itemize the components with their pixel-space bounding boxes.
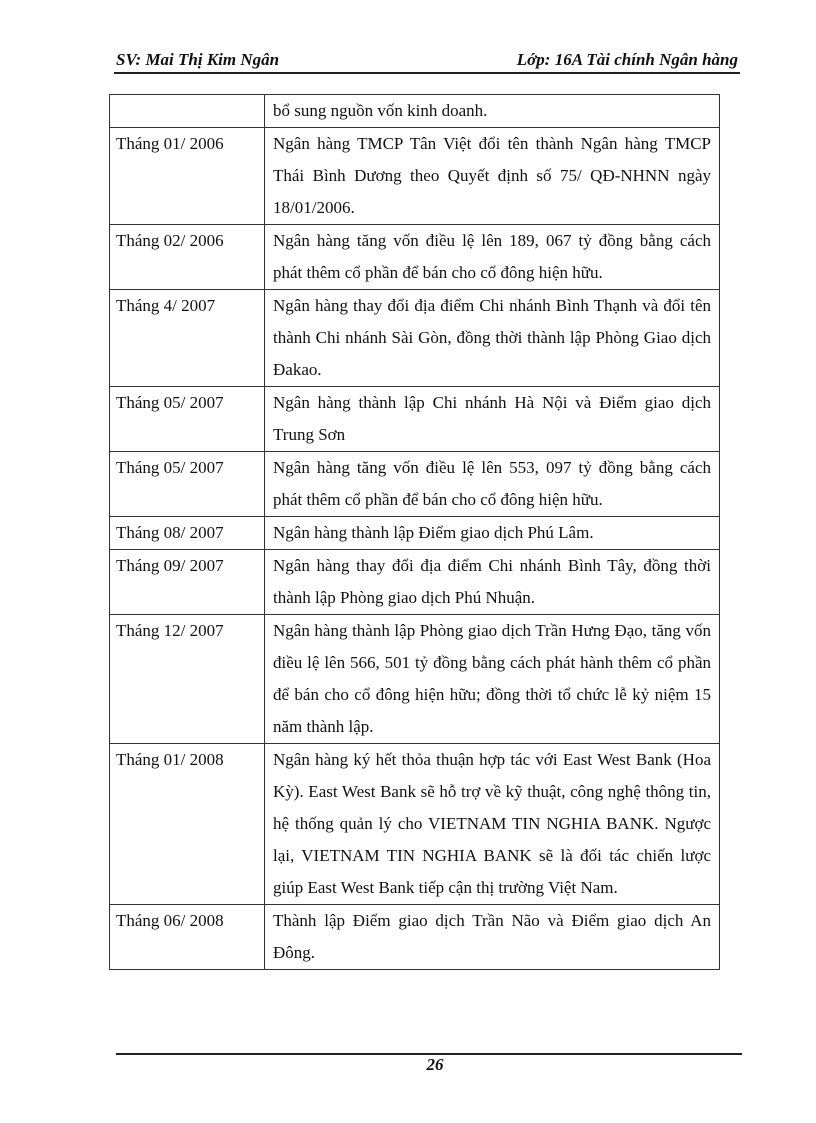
table-row <box>110 517 720 550</box>
date-cell: Tháng 4/ 2007 <box>110 290 265 387</box>
date-cell: Tháng 05/ 2007 <box>110 387 265 452</box>
table-row <box>110 387 720 452</box>
table-row <box>110 128 720 225</box>
date-cell: Tháng 01/ 2006 <box>110 128 265 225</box>
table-row <box>110 615 720 744</box>
description-cell: Ngân hàng tăng vốn điều lệ lên 553, 097 tỷ đồng bằng cách phát thêm cổ phần để bán cho cổ đông hiện hữu. <box>265 452 720 517</box>
description-cell: Ngân hàng tăng vốn điều lệ lên 189, 067 tỷ đồng bằng cách phát thêm cổ phần để bán cho cổ đông hiện hữu. <box>265 225 720 290</box>
description-cell: Thành lập Điểm giao dịch Trần Não và Điểm giao dịch An Đông. <box>265 905 720 970</box>
date-cell: Tháng 01/ 2008 <box>110 744 265 905</box>
table-row <box>110 744 720 905</box>
date-cell: Tháng 02/ 2006 <box>110 225 265 290</box>
page-number: 26 <box>426 1055 444 1074</box>
table-row <box>110 95 720 128</box>
table-row <box>110 550 720 615</box>
date-cell: Tháng 09/ 2007 <box>110 550 265 615</box>
description-cell: Ngân hàng thành lập Điểm giao dịch Phú Lâm. <box>265 517 720 550</box>
date-cell: Tháng 06/ 2008 <box>110 905 265 970</box>
date-cell <box>110 95 265 128</box>
timeline-table <box>109 94 720 970</box>
description-cell: Ngân hàng thành lập Chi nhánh Hà Nội và Điểm giao dịch Trung Sơn <box>265 387 720 452</box>
date-cell: Tháng 05/ 2007 <box>110 452 265 517</box>
class-name: Lớp: 16A Tài chính Ngân hàng <box>516 50 738 69</box>
page-header <box>114 46 740 74</box>
table-row <box>110 225 720 290</box>
description-cell: bổ sung nguồn vốn kinh doanh. <box>265 95 720 128</box>
table-row <box>110 290 720 387</box>
description-cell: Ngân hàng thay đổi địa điểm Chi nhánh Bình Tây, đồng thời thành lập Phòng giao dịch Phú Nhuận. <box>265 550 720 615</box>
description-cell: Ngân hàng ký hết thỏa thuận hợp tác với East West Bank (Hoa Kỳ). East West Bank sẽ hỗ trợ về kỹ thuật, công nghệ thông tin, hệ thống quản lý cho VIETNAM TIN NGHIA BANK. Ngược lại, VIETNAM TIN NGHIA BANK sẽ là đối tác chiến lược giúp East West Bank tiếp cận thị trường Việt Nam. <box>265 744 720 905</box>
description-cell: Ngân hàng thay đổi địa điểm Chi nhánh Bình Thạnh và đổi tên thành Chi nhánh Sài Gòn, đồng thời thành lập Phòng Giao dịch Đakao. <box>265 290 720 387</box>
date-cell: Tháng 08/ 2007 <box>110 517 265 550</box>
date-cell: Tháng 12/ 2007 <box>110 615 265 744</box>
table-row <box>110 452 720 517</box>
description-cell: Ngân hàng thành lập Phòng giao dịch Trần Hưng Đạo, tăng vốn điều lệ lên 566, 501 tỷ đồng bằng cách phát hành thêm cổ phần để bán cho cổ đông hiện hữu; đồng thời tổ chức lễ kỷ niệm 15 năm thành lập. <box>265 615 720 744</box>
table-row <box>110 905 720 970</box>
student-name: SV: Mai Thị Kim Ngân <box>116 50 280 69</box>
description-cell: Ngân hàng TMCP Tân Việt đổi tên thành Ngân hàng TMCP Thái Bình Dương theo Quyết định số 75/ QĐ-NHNN ngày 18/01/2006. <box>265 128 720 225</box>
